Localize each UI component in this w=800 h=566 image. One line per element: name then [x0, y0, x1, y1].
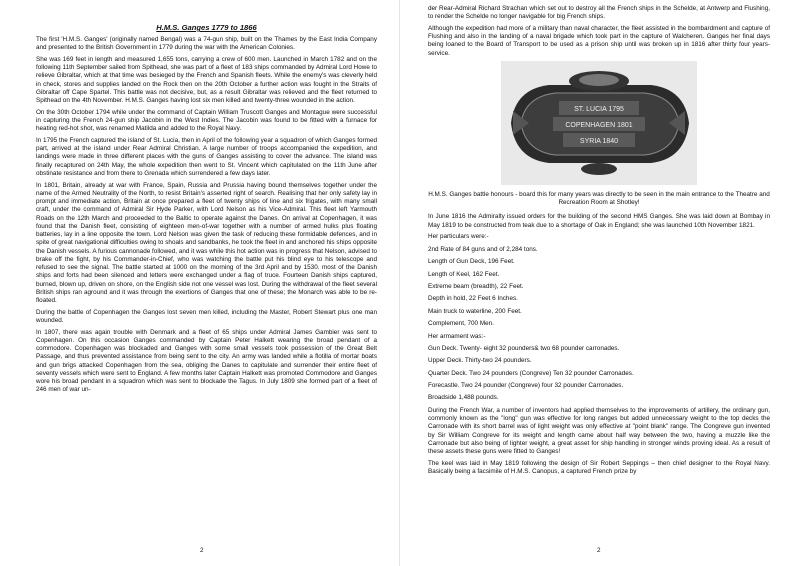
battle-honours-board-photo — [501, 61, 697, 185]
armament-quarter-deck: Quarter Deck. Two 24 pounders (Congreve) Ten 32 pounder Carronades. — [428, 369, 634, 377]
right-page — [400, 0, 800, 566]
armament-gun-deck: Gun Deck. Twenty- eight 32 pounders& two 68 pounder carronades. — [428, 344, 620, 352]
particular-gun-deck: Length of Gun Deck, 196 Feet. — [428, 258, 515, 266]
paragraph-st-lucia: In 1795 the French captured the island of St. Lucia, then in April of the following year a squadron of which Ganges formed part, arrived at the island under Rear Admiral Christian. A large number of troops accompanied the expedition, and landings were made in three different places with the guns of Ganges assisting to cover the advance. The island was finally recaptured on 24th May, the whole expedition then went to St. Vincent which capitulated on the 11th June after obstinate resistance and from there to Grenada which surrendered a few days later. — [36, 136, 378, 177]
particular-main-truck: Main truck to waterline, 200 Feet. — [428, 307, 522, 315]
photo-caption: H.M.S. Ganges battle honours - board this for many years was directly to be seen in the main entrance to the Theatre and Recreation Room at Shotley! — [428, 190, 770, 207]
armament-upper-deck: Upper Deck. Thirty-two 24 pounders. — [428, 357, 532, 365]
page-title: H.M.S. Ganges 1779 to 1866 — [156, 23, 257, 32]
paragraph-keel: The keel was laid in May 1819 following the design of Sir Robert Seppings – then chief designer to the Royal Navy. Basically being a facsimile of H.M.S. Canopus, a captured French prize by — [428, 459, 770, 475]
armament-heading: Her armament was:- — [428, 332, 486, 340]
plaque-line-1: ST. LUCIA 1795 — [574, 105, 624, 113]
plaque-line-2: COPENHAGEN 1801 — [565, 121, 633, 129]
paragraph-jacobin: On the 30th October 1794 while under the command of Captain William Truscott Ganges and Montague were successful in capturing the French 24-gun ship Jacobin in the West Indies. The Jacobin was found to be fitted with a furnace for heating red-hot shot, was renamed Matilda and added to the Royal Navy. — [36, 108, 377, 133]
particular-keel: Length of Keel, 162 Feet. — [428, 270, 500, 278]
paragraph-casualties: During the battle of Copenhagen the Ganges lost seven men killed, including the Master, Robert Stewart plus one man wounded. — [36, 308, 377, 324]
paragraph-copenhagen-1801: In 1801, Britain, already at war with France, Spain, Russia and Prussia having bound themselves together under the name of the Armed Neutrality of the North, to resist Britain's asserted right of search. Realising that her only safety lay in prompt and immediate action, Britain at once prepared a fleet of twenty ships of line and six frigates, with many small craft, under the command of Admiral Sir Hyde Parker, with Lord Nelson as his Vice-Admiral. This fleet left Yarmouth Roads on the 12th March and proceeded to the Baltic to operate against the Danes. On arrival at Copenhagen, it was found that the Danish fleet, consisting of eighteen men-of-war together with a number of armed hulks plus floating batteries, lay in a line opposite the town. Lord Nelson was given the task of reducing these formidable defences, and in spite of great navigational difficulties owing to shoals and sandbanks, he took the fleet in and anchored his ships opposite the Danish vessels. A furious cannonade followed, and it was while this hot action was in progress that Nelson, advised to brake off the fight, by his Commander-in-Chief, who was watching the battle put his blind eye to his telescope and refused to see the signal. The battle started at 1000 on the morning of the 3rd April and by 1530. most of the Danish ships and forts had been silenced and letters were exchanged under a flag of truce. Fourteen Danish ships captured, burned, blown up, driven on shore, on the English side not one vessel was lost. During the withdrawal of the fleet several British ships ran aground and it was through the exertions of Ganges that one of these; the Monarch was able to be re-floated. — [36, 181, 377, 305]
plaque-line-3: SYRIA 1840 — [579, 137, 619, 145]
particular-rate: 2nd Rate of 84 guns and of 2,284 tons. — [428, 245, 538, 253]
particular-beam: Extreme beam (breadth), 22 Feet. — [428, 282, 524, 290]
paragraph-schelde: der Rear-Admiral Richard Strachan which set out to destroy all the French ships in the Schelde, at Antwerp and Flushing, to render the Schelde no longer navigable for big French ships. — [428, 5, 770, 21]
paragraph-walcheren: Although the expedition had more of a military than naval character, the fleet assisted in the bombardment and capture of Flushing and also in the landing of a naval brigade which took part in the capture of Walcheren. Ganges her final days being loaned to the Board of Transport to be used as a prison ship until was broken up in 1816 after thirty four years-service. — [428, 24, 770, 57]
plaque-illustration — [501, 61, 697, 185]
page-number-right: 2 — [597, 547, 601, 554]
paragraph-second-ganges: In June 1816 the Admiralty issued orders for the building of the second HMS Ganges. She was laid down at Bombay in May 1819 to be constructed from teak due to a shortage of Oak in England; she was launched 10th November 1821. — [428, 213, 770, 229]
paragraph-congreve: During the French War, a number of inventors had applied themselves to the improvements of artillery, the ordinary gun, commonly known as the "long" gun was effective for long ranges but added unnecessary weight to the top decks the Carronade with its short barrel was of light weight was only effective at "point blank" range. The Congreve gun invented by Sir William Congreve for its weight and length came about half way between the two, having a muzzle like the Carronade but also being of lighter weight, a great asset for ship handling in stronger winds proving ideal. As a result of these assets these guns were fitted to Ganges! — [428, 406, 770, 456]
particular-depth: Depth in hold, 22 Feet 6 Inches. — [428, 295, 518, 303]
armament-forecastle: Forecastle. Two 24 pounder (Congreve) four 32 pounder Carronades. — [428, 382, 624, 390]
particular-complement: Complement, 700 Men. — [428, 320, 494, 328]
page-number-left: 2 — [200, 547, 204, 554]
armament-broadside: Broadside 1,488 pounds. — [428, 394, 499, 402]
paragraph-intro: The first 'H.M.S. Ganges' (originally named Bengal) was a 74-gun ship, built on the Thames by the East India Company and presented to the British Government in 1779 during the war with the American Colonies. — [36, 36, 377, 52]
particulars-heading: Her particulars were:- — [428, 233, 489, 241]
paragraph-copenhagen-1807: In 1807, there was again trouble with Denmark and a fleet of 65 ships under Admiral James Gambier was sent to Copenhagen. On this occasion Ganges commanded by Captain Peter Halkett wearing the broad pendant of a commodore. Copenhagen was blockaded and Ganges with some small vessels took possession of the Great Belt Passage, and thus prevented assistance from being sent to the city. An army was landed while a flotilla of mortar boats and gun brigs attacked Copenhagen from the sea, obliging the Danes to capitulate and surrender their entire fleet of seventy vessels which were sent to England. A few months later Captain Halkett was promoted Commodore and Ganges wore his broad pendant in a squadron which was sent to blockade the Tagus. In July 1809 she formed part of a fleet of 246 men of war un- — [36, 328, 377, 394]
paragraph-gibraltar: She was 169 feet in length and measured 1,655 tons, carrying a crew of 600 men. Launched in March 1782 and on the following 11th September sailed from Spithead, she was part of a fleet of 183 ships commanded by Admiral Lord Howe to relieve Gibraltar, which at that time was besieged by the French and Spanish fleets. While the enemy's was cleverly held in check, stores and supplies landed on the Rock then on the 20th October a further action was fought in the Straits of Gibraltar off Cape Spartel. This battle was not decisive, but, as a result Gibraltar was relieved and the fleet returned to Spithead on the 4th November. H.M.S. Ganges having lost six men killed and twenty-three wounded in the action. — [36, 55, 377, 105]
